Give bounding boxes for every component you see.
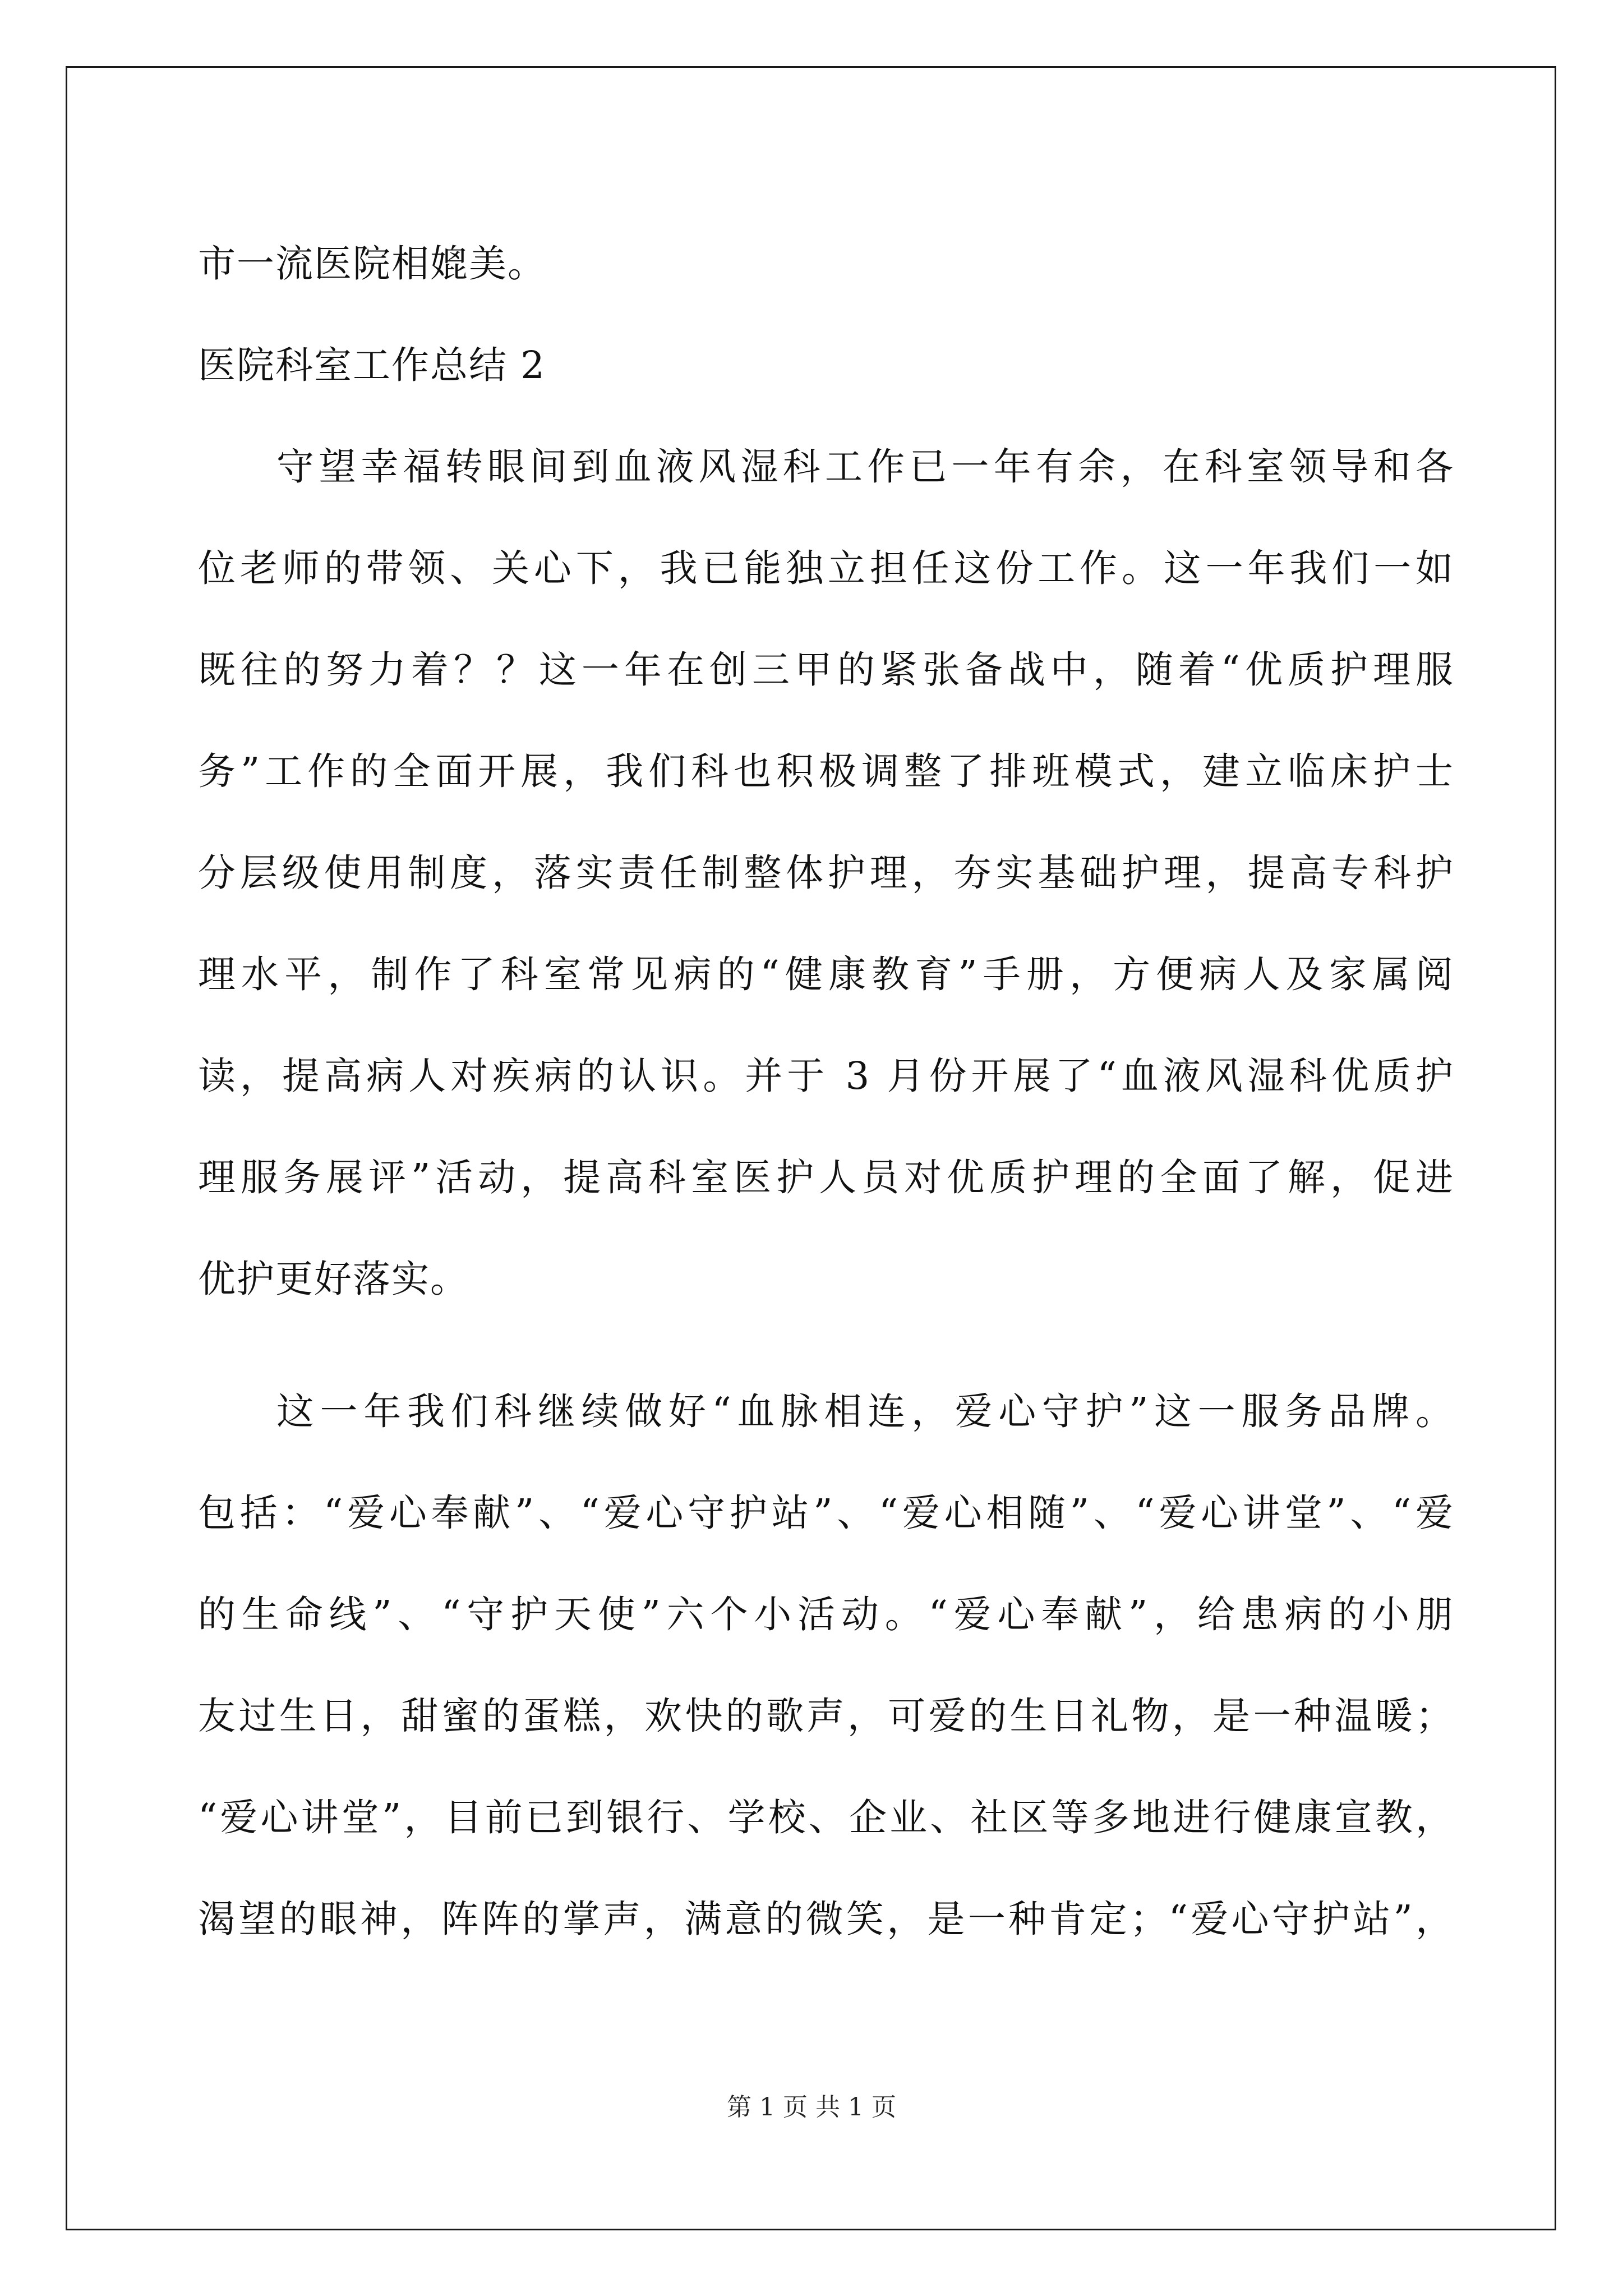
text-line: 市一流医院相媲美。	[198, 242, 546, 286]
paragraph-2-line-6: 渴望的眼神，阵阵的掌声，满意的微笑，是一种肯定；“爱心守护站”，	[198, 1897, 1454, 1941]
document-body	[198, 213, 1454, 1970]
section-heading: 医院科室工作总结 2	[198, 343, 546, 387]
paragraph-2-line-5: “爱心讲堂”，目前已到银行、学校、企业、社区等多地进行健康宣教，	[198, 1796, 1454, 1839]
paragraph-2-line-4: 友过生日，甜蜜的蛋糕，欢快的歌声，可爱的生日礼物，是一种温暖；	[198, 1694, 1454, 1738]
paragraph-1-line-5: 分层级使用制度，落实责任制整体护理，夯实基础护理，提高专科护	[198, 851, 1454, 895]
paragraph-2-line-2: 包括：“爱心奉献”、“爱心守护站”、“爱心相随”、“爱心讲堂”、“爱	[198, 1491, 1454, 1535]
paragraph-1-line-9: 优护更好落实。	[198, 1257, 469, 1301]
paragraph-gap	[198, 1330, 1454, 1361]
paragraph-1-line-2: 位老师的带领、关心下，我已能独立担任这份工作。这一年我们一如	[198, 546, 1454, 590]
paragraph-2-line-3: 的生命线”、“守护天使”六个小活动。“爱心奉献”，给患病的小朋	[198, 1593, 1454, 1636]
paragraph-1-line-3: 既往的努力着？？这一年在创三甲的紧张备战中，随着“优质护理服	[198, 648, 1454, 692]
paragraph-1-line-4: 务”工作的全面开展，我们科也积极调整了排班模式，建立临床护士	[198, 749, 1454, 793]
paragraph-1-line-6: 理水平，制作了科室常见病的“健康教育”手册，方便病人及家属阅	[198, 953, 1454, 996]
paragraph-2-line-1: 这一年我们科继续做好“血脉相连，爱心守护”这一服务品牌。	[276, 1389, 1454, 1433]
paragraph-1-line-8: 理服务展评”活动，提高科室医护人员对优质护理的全面了解，促进	[198, 1156, 1454, 1199]
page-number-footer: 第 1 页 共 1 页	[727, 2093, 896, 2122]
paragraph-1-line-1: 守望幸福转眼间到血液风湿科工作已一年有余，在科室领导和各	[276, 445, 1454, 489]
paragraph-1-line-7: 读，提高病人对疾病的认识。并于 3 月份开展了“血液风湿科优质护	[198, 1054, 1454, 1098]
